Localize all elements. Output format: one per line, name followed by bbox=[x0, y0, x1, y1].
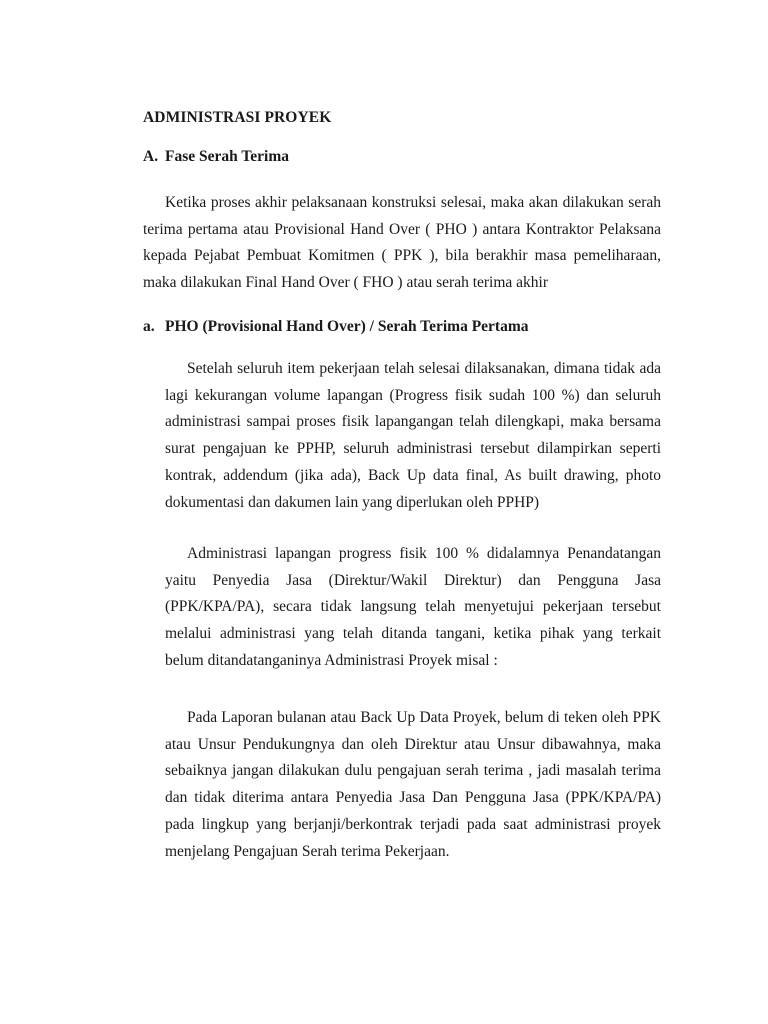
subsection-a-number: a. bbox=[143, 318, 155, 335]
document-title: ADMINISTRASI PROYEK bbox=[143, 109, 332, 126]
subsection-a-paragraph-3: Pada Laporan bulanan atau Back Up Data Proyek, belum di teken oleh PPK atau Unsur Pendukungnya dan oleh Direktur atau Unsur dibawahnya, maka sebaiknya jangan dilakukan dulu pengajuan serah terima , jadi masalah terima dan tidak diterima antara Penyedia Jasa Dan Pengguna Jasa (PPK/KPA/PA) pada lingkup yang berjanji/berkontrak terjadi pada saat administrasi proyek menjelang Pengajuan Serah terima Pekerjaan. bbox=[165, 709, 661, 860]
subsection-a-paragraph-1: Setelah seluruh item pekerjaan telah selesai dilaksanakan, dimana tidak ada lagi kekurangan volume lapangan (Progress fisik sudah 100 %) dan seluruh administrasi sampai proses fisik lapangangan telah dilengkapi, maka bersama surat pengajuan ke PPHP, seluruh administrasi tersebut dilampirkan seperti kontrak, addendum (jika ada), Back Up data final, As built drawing, photo dokumentasi dan dakumen lain yang diperlukan oleh PPHP) bbox=[165, 360, 661, 511]
section-a-title: Fase Serah Terima bbox=[165, 148, 289, 165]
subsection-a-paragraph-2: Administrasi lapangan progress fisik 100 % didalamnya Penandatangan yaitu Penyedia Jasa (Direktur/Wakil Direktur) dan Pengguna Jasa (PPK/KPA/PA), secara tidak langsung telah menyetujui pekerjaan tersebut melalui administrasi yang telah ditanda tangani, ketika pihak yang terkait belum ditandatanganinya Administrasi Proyek misal : bbox=[165, 545, 661, 669]
subsection-a-title: PHO (Provisional Hand Over) / Serah Terima Pertama bbox=[165, 318, 529, 335]
section-a-paragraph: Ketika proses akhir pelaksanaan konstruksi selesai, maka akan dilakukan serah terima pertama atau Provisional Hand Over ( PHO ) antara Kontraktor Pelaksana kepada Pejabat Pembuat Komitmen ( PPK ), bila berakhir masa pemeliharaan, maka dilakukan Final Hand Over ( FHO ) atau serah terima akhir bbox=[143, 194, 661, 292]
section-a-number: A. bbox=[143, 148, 159, 165]
subsection-a-heading bbox=[143, 318, 529, 336]
section-a-heading bbox=[143, 148, 289, 166]
